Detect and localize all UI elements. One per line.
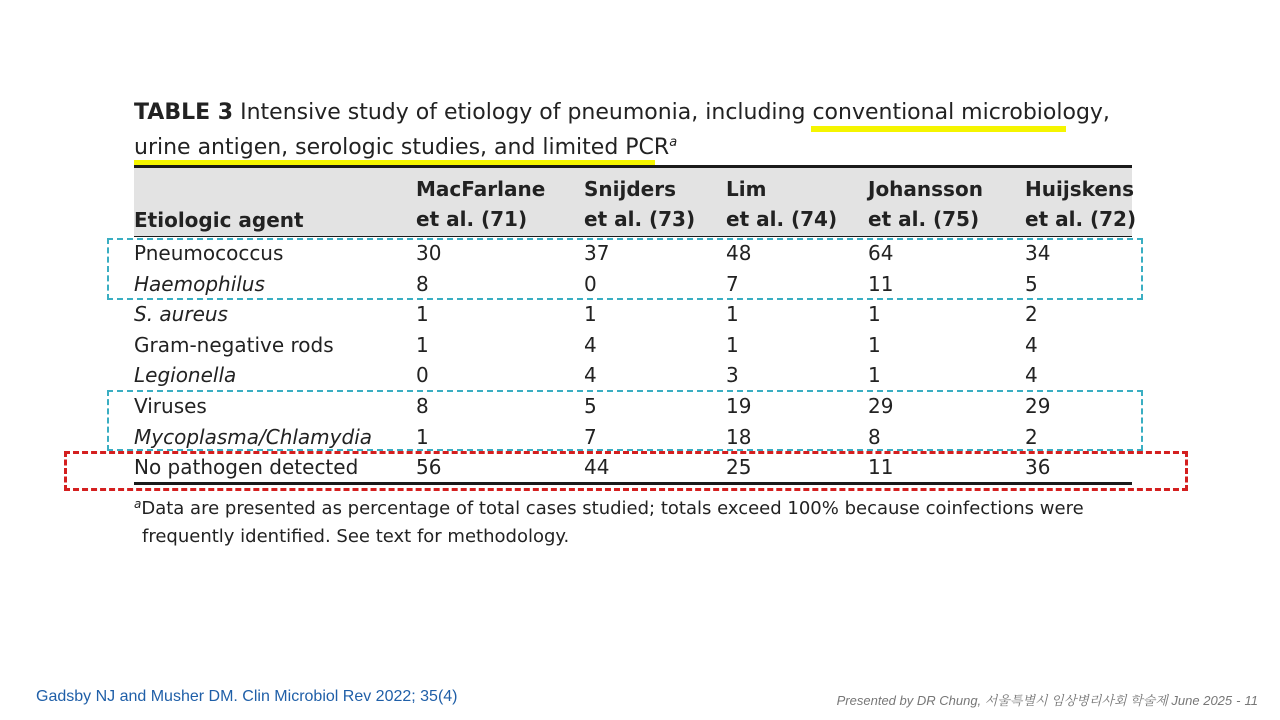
- header-study-huijskens: [1025, 174, 1136, 234]
- cell-value: 2: [1025, 302, 1038, 327]
- row-agent: Gram-negative rods: [134, 332, 334, 357]
- cell-value: 11: [868, 271, 894, 296]
- header-study-ref: et al. (73): [584, 207, 696, 231]
- header-study-johansson: [868, 174, 983, 234]
- cell-value: 8: [416, 393, 429, 418]
- header-study-ref: et al. (74): [726, 207, 838, 231]
- cell-value: 1: [726, 302, 739, 327]
- header-study-name: MacFarlane: [416, 177, 546, 201]
- caption-text-line2: urine antigen, serologic studies, and limited PCR: [134, 135, 670, 160]
- header-study-lim: [726, 174, 837, 234]
- table-header-rule: [134, 236, 1132, 237]
- cell-value: 7: [584, 424, 597, 449]
- cell-value: 30: [416, 241, 442, 265]
- cell-value: 36: [1025, 455, 1051, 480]
- cell-value: 44: [584, 455, 610, 480]
- footnote-mark: a: [134, 497, 142, 511]
- page-separator: -: [1236, 693, 1241, 708]
- row-agent: No pathogen detected: [134, 455, 359, 480]
- cell-value: 1: [416, 424, 429, 449]
- cell-value: 64: [868, 241, 894, 265]
- page-number: 11: [1244, 693, 1258, 708]
- table-label: TABLE 3: [134, 100, 234, 125]
- table-footnote: [134, 490, 1134, 551]
- cell-value: 11: [868, 455, 894, 480]
- cell-value: 29: [868, 393, 894, 418]
- row-agent: S. aureus: [134, 302, 228, 327]
- cell-value: 29: [1025, 393, 1051, 418]
- cell-value: 56: [416, 455, 442, 480]
- row-agent: Pneumococcus: [134, 241, 284, 265]
- cell-value: 4: [584, 363, 597, 388]
- presenter-text: Presented by DR Chung, 서울특별시 임상병리사회 학술제 June 2025: [836, 693, 1233, 708]
- cell-value: 8: [868, 424, 881, 449]
- cell-value: 19: [726, 393, 752, 418]
- highlight-box-no-pathogen: [64, 451, 1188, 491]
- row-agent: Viruses: [134, 393, 207, 418]
- presenter-footer: [837, 690, 1258, 709]
- caption-footnote-mark: a: [669, 135, 678, 150]
- cell-value: 1: [416, 302, 429, 327]
- cell-value: 25: [726, 455, 752, 480]
- table-row: [134, 299, 1132, 330]
- cell-value: 1: [416, 332, 429, 357]
- header-study-ref: et al. (75): [868, 207, 980, 231]
- row-agent: Haemophilus: [134, 271, 265, 296]
- highlight-box-viral-atypical: [107, 390, 1143, 451]
- row-agent: Mycoplasma/Chlamydia: [134, 424, 373, 449]
- cell-value: 1: [868, 332, 881, 357]
- cell-value: 48: [726, 241, 752, 265]
- header-study-name: Huijskens: [1025, 177, 1135, 201]
- cell-value: 0: [416, 363, 429, 388]
- header-study-ref: et al. (71): [416, 207, 528, 231]
- cell-value: 1: [868, 363, 881, 388]
- table-header: [134, 168, 1137, 236]
- header-study-name: Lim: [726, 177, 767, 201]
- header-study-macfarlane: [416, 174, 545, 234]
- cell-value: 18: [726, 424, 752, 449]
- cell-value: 1: [584, 302, 597, 327]
- footnote-line1: Data are presented as percentage of total cases studied; totals exceed 100% because coinfections were: [141, 498, 1084, 519]
- cell-value: 1: [726, 332, 739, 357]
- citation: Gadsby NJ and Musher DM. Clin Microbiol Rev 2022; 35(4): [36, 688, 458, 705]
- table-caption: [134, 98, 1134, 163]
- footnote-line2: frequently identified. See text for methodology.: [142, 526, 570, 547]
- cell-value: 4: [1025, 332, 1038, 357]
- highlight-box-bacterial: [107, 238, 1143, 300]
- cell-value: 0: [584, 271, 597, 296]
- header-study-name: Johansson: [868, 177, 983, 201]
- cell-value: 2: [1025, 424, 1038, 449]
- cell-value: 5: [584, 393, 597, 418]
- header-study-snijders: [584, 174, 695, 234]
- cell-value: 1: [868, 302, 881, 327]
- cell-value: 37: [584, 241, 610, 265]
- header-study-ref: et al. (72): [1025, 207, 1137, 231]
- cell-value: 5: [1025, 271, 1038, 296]
- table-row: [134, 330, 1132, 361]
- cell-value: 34: [1025, 241, 1051, 265]
- header-study-name: Snijders: [584, 177, 677, 201]
- caption-text: Intensive study of etiology of pneumonia, including conventional microbiology,: [240, 100, 1110, 125]
- cell-value: 4: [1025, 363, 1038, 388]
- cell-value: 4: [584, 332, 597, 357]
- cell-value: 8: [416, 271, 429, 296]
- table-row: [134, 360, 1132, 391]
- cell-value: 7: [726, 271, 739, 296]
- row-agent: Legionella: [134, 363, 237, 388]
- cell-value: 3: [726, 363, 739, 388]
- header-etiologic-agent: Etiologic agent: [134, 208, 304, 232]
